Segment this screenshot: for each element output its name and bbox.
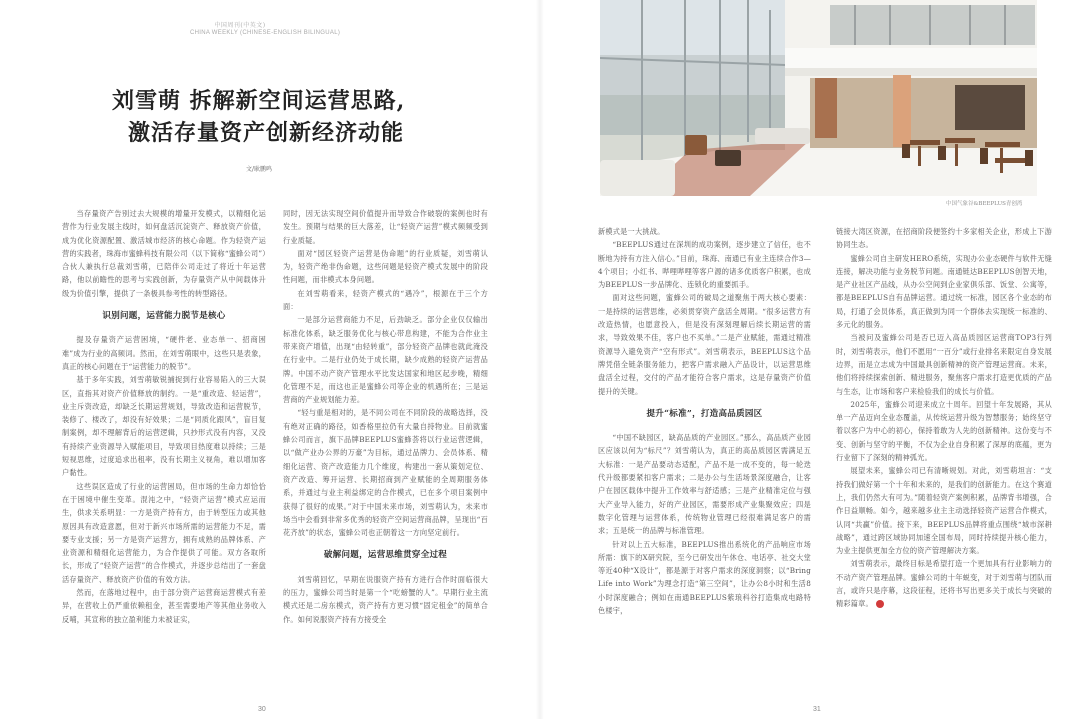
paragraph: 蜜蜂公司自主研发HERO系统，实现办公业态硬件与软件无缝连接，解决功能与业务脱节问题。南通链达BEEPLUS创智天地，是产业社区产品线，从办公空间到企业家俱乐部、饭堂、公寓等，都是BEEPLUS自有品牌运营。通过统一标准，园区各个业态的布局，打通了会员体系，真正做到为同一个群体去实现统一标准的、多元化的服务。 bbox=[836, 253, 1052, 330]
paragraph: “轻与重是相对的，是不同公司在不同阶段的战略选择，没有绝对正确的路径，如香格里拉仍有大量自持物业。目前就蜜蜂公司而言，旗下品牌BEEPLUS蜜蜂荟将以行业运营逻辑，以“做产业办公界的万豪”为目标，通过品牌力、会员体系、精细化运营、资产改造能力几个维度，构建出一套从策划定位、资产改造、筹开运营、长期招商到产业赋能的全周期服务体系，并通过与业主利益绑定的合作模式，已在多个项目案例中获得了很好的成果。”对于中国未来市场，刘雪萌认为，未来市场当中会看到非常多优秀的轻资产空间运营商品牌，呈现出“百花齐放”的状态，蜜蜂公司也正朝着这一方向坚定前行。 bbox=[283, 408, 488, 538]
paragraph: 当存量资产告别过去大规模的增量开发模式，以精细化运营作为行业发展主线时，如何盘活沉淀资产、释放资产价值，成为优化资源配置、激活城市经济的核心命题。作为轻资产运营的实践者，珠海市蜜蜂科技有限公司（以下简称“蜜蜂公司”）合伙人兼执行总裁刘雪萌，已陪伴公司走过了将近十年运营路，他以前瞻性的思考与实践创新，为存量资产从中间载体升级为价值引擎，提供了一条极具参考性的转型路径。 bbox=[62, 209, 266, 298]
paragraph: 刘雪萌回忆，早期在说服资产持有方进行合作时面临很大的压力，蜜蜂公司当时是第一个“吃螃蟹的人”。早期行业主流模式还是二房东模式，资产持有方更习惯“固定租金”的简单合作。如何说服资产持有方接受全 bbox=[283, 574, 488, 624]
masthead-en: CHINA WEEKLY (CHINESE-ENGLISH BILINGUAL) bbox=[190, 30, 341, 36]
paragraph: “中国不缺园区，缺高品质的产业园区。”那么，高品质产业园区应该以何为“标尺”？刘雪萌认为，真正的高品质园区需满足五大标准：一是产品要动态适配，产品不是一成不变的，每一轮迭代升级都要紧扣客户需求；二是办公与生活场景深度融合，让客户在园区载体中提升工作效率与舒适感；三是产业精准定位与强大产业导入能力，好的产业园区，需要形成产业集聚效应；四是数字化管理与运营体系，传统物业管理已经很难满足客户的需求；五是统一的品牌与标准管理。 bbox=[598, 433, 811, 536]
paragraph: 面对这些问题，蜜蜂公司的破局之道聚焦于两大核心要素：一是持续的运营思维，必须贯穿资产盘活全周期。“很多运营方有改造热情，也愿意投入，但是没有深刻理解后续长期运营的需求，导致效果不佳，客户也不买单。”二是产业赋能，需通过精准资源导入避免资产“空有形式”。刘雪萌表示，BEEPLUS这个品牌凭借全链条服务能力，把客户需求融入产品设计，以运营思维盘活全过程，交付的产品才能符合客户需求，这是存量资产价值提升的关键。 bbox=[598, 293, 811, 396]
paragraph: 在刘雪萌看来，轻资产模式的“遇冷”，根源在于三个方面： bbox=[283, 288, 488, 312]
paragraph: 基于多年实践，刘雪萌敏锐捕捉到行业容易陷入的三大误区，直指其对资产价值释放的制约。一是“重改造、轻运营”，业主斥资改造，却缺乏长期运营规划，导致改造和运营脱节，装修了、楼改了，却没有好效果；二是“同质化跟风”，盲目复制案例，却不理解背后的运营逻辑，只抄形式没有内容，又没有持续产业资源导入赋能项目，导致项目热度难以持续；三是短视思维，过度追求出租率，没有长期主义视角，难以增加客户黏性。 bbox=[62, 375, 266, 478]
paragraph: 针对以上五大标准，BEEPLUS推出系统化的产品响应市场所需：旗下的X研究院，至今已研发出午休仓、电话亭、社交大堂等近40种“X设计”，都是源于对客户需求的深度洞察；以“Bring Life into Work”为理念打造“第三空间”，让办公8小时和生活8小时深度融合；例如在南通BEEPLUS紫琅科谷打造集成电路特色楼宇， bbox=[598, 539, 811, 616]
title-line-2: 激活存量资产创新经济动能 bbox=[128, 120, 405, 146]
lobby-photo bbox=[600, 0, 1037, 196]
section-heading: 识别问题，运营能力脱节是核心 bbox=[102, 311, 226, 322]
paragraph: 一是部分运营商能力不足，后劲缺乏。部分企业仅仅输出标准化体系，缺乏服务优化与核心带息构建，不能为合作业主带来资产增值，出现“由轻转重”，部分轻资产品牌也就此淹没在行业中。二是行业仍处于成长期，缺少成熟的轻资产运营品牌。中国不动产资产管理水平比发达国家和地区起步晚，精细化管理不足，而这也正是蜜蜂公司等企业的机遇所在；三是运营商的产业规划能力差。 bbox=[283, 315, 488, 405]
byline: 文/耿鹏鸣 bbox=[246, 166, 273, 173]
masthead bbox=[190, 20, 341, 36]
title-line-1: 刘雪萌 拆解新空间运营思路, bbox=[112, 88, 406, 114]
paragraph: “BEEPLUS通过在深圳的成功案例，逐步建立了信任，也不断地为持有方注入信心。”目前，珠海、南通已有业主连续合作3—4个项目；小红书、哔哩哔哩等客户源的诸多优质客户积累，也成为BEEPLUS一步品牌化、连锁化的重要抓手。 bbox=[598, 240, 811, 290]
paragraph: 刘雪萌表示，最终目标是希望打造一个更加具有行业影响力的不动产资产管理品牌。蜜蜂公司的十年蜕变，对于刘雪萌与团队而言，或许只是序幕，这段征程，还将书写出更多关于成长与突破的精彩篇章。 bbox=[836, 559, 1052, 609]
lobby-photo-illustration bbox=[600, 0, 1037, 196]
paragraph: 同时，因无法实现空间价值提升而导致合作破裂的案例也时有发生。预期与结果的巨大落差，让“轻资产运营”模式频频受到行业质疑。 bbox=[283, 209, 488, 245]
page-number-left: 30 bbox=[258, 706, 266, 713]
paragraph: 面对“园区轻资产运营是伪命题”的行业质疑，刘雪萌认为，轻资产绝非伪命题，这些问题是轻资产模式发展中的阶段性问题，而非模式本身问题。 bbox=[283, 248, 488, 285]
page-number-right: 31 bbox=[813, 706, 821, 713]
text-column-3 bbox=[598, 225, 811, 617]
photo-caption: 中国气象谷&BEEPLUS青创湾 bbox=[946, 201, 1023, 207]
masthead-cn: 中国周刊(中英文) bbox=[214, 22, 266, 29]
paragraph: 这些误区造成了行业的运营困局，但市场的生命力却恰恰在于困境中催生变革。混沌之中，“轻资产运营”模式应运而生，供求关系明显：一方是资产持有方，由于转型压力或其他原因具有改造意愿，但对于新兴市场所需的运营能力不足，需要专业支援；另一方是资产运营方，拥有成熟的品牌体系、产业资源和精细化运营能力，为合作提供了可能。双方各取所长，形成了“轻资产运营”的合作模式，并逐步总结出了一套盘活存量资产、释放资产价值的有效方法。 bbox=[62, 481, 266, 584]
text-column-4 bbox=[836, 225, 1052, 611]
section-heading: 提升“标准”，打造高品质园区 bbox=[646, 408, 763, 419]
paragraph: 提及存量资产运营困境，“硬件老、业态单一、招商困难”成为行业的高频词。然而，在刘雪萌眼中，这些只是表象，真正的核心问题在于“运营能力的脱节”。 bbox=[62, 335, 266, 371]
paragraph: 链接大湾区资源，在招商阶段便签约十多家相关企业，形成上下游协同生态。 bbox=[836, 227, 1052, 250]
paragraph: 然而，在落地过程中，由于部分资产运营商运营模式有差异，在营收上仍严重依赖租金，甚至需要地产等其他业务收入反哺，其宣称的独立盈利能力未被证实， bbox=[62, 588, 266, 624]
page-gutter bbox=[536, 0, 544, 719]
paragraph: 当被问及蜜蜂公司是否已迈入高品质园区运营商TOP3行列时，刘雪萌表示，他们不愿用“一百分”或行业排名来限定自身发展边界，而是立志成为中国最具创新精神的资产管理运营商。未来，他们将持续探索创新、精进服务，聚焦客户需求打造更优质的产品与生态，让市场和客户来检验我们的成长与价值。 bbox=[836, 333, 1052, 396]
article-title bbox=[112, 85, 412, 149]
section-heading: 破解问题，运营思维贯穿全过程 bbox=[323, 550, 448, 561]
paragraph: 展望未来，蜜蜂公司已有清晰规划。对此，刘雪萌坦言：“支持我们做好第一个十年和未来的，是我们的创新能力。在这个赛道上，我们仍然大有可为。”随着轻资产案例积累，品牌背书增强，合作日益顺畅。如今，越来越多业主主动选择轻资产运营合作模式，认同“共赢”价值。接下来，BEEPLUS品牌将重点围绕“城市深耕战略”，通过跨区域协同加速全国布局，同时持续提升核心能力，为业主提供更加全方位的资产管理解决方案。 bbox=[836, 466, 1052, 556]
text-column-1 bbox=[62, 207, 266, 626]
text-column-2 bbox=[283, 207, 488, 626]
article-end-mark-icon bbox=[876, 600, 884, 608]
paragraph: 2025年，蜜蜂公司迎来成立十周年。回望十年发展路，其从单一产品迈向全业态覆盖，从传统运营升级为智慧服务；始终坚守着以客户为中心的初心，保持着敢为人先的创新精神。这份变与不变、创新与坚守的平衡，不仅为企业自身积累了深厚的底蕴，更为行业留下了深刻的精神弧光。 bbox=[836, 399, 1052, 463]
paragraph: 新模式是一大挑战。 bbox=[598, 227, 665, 236]
